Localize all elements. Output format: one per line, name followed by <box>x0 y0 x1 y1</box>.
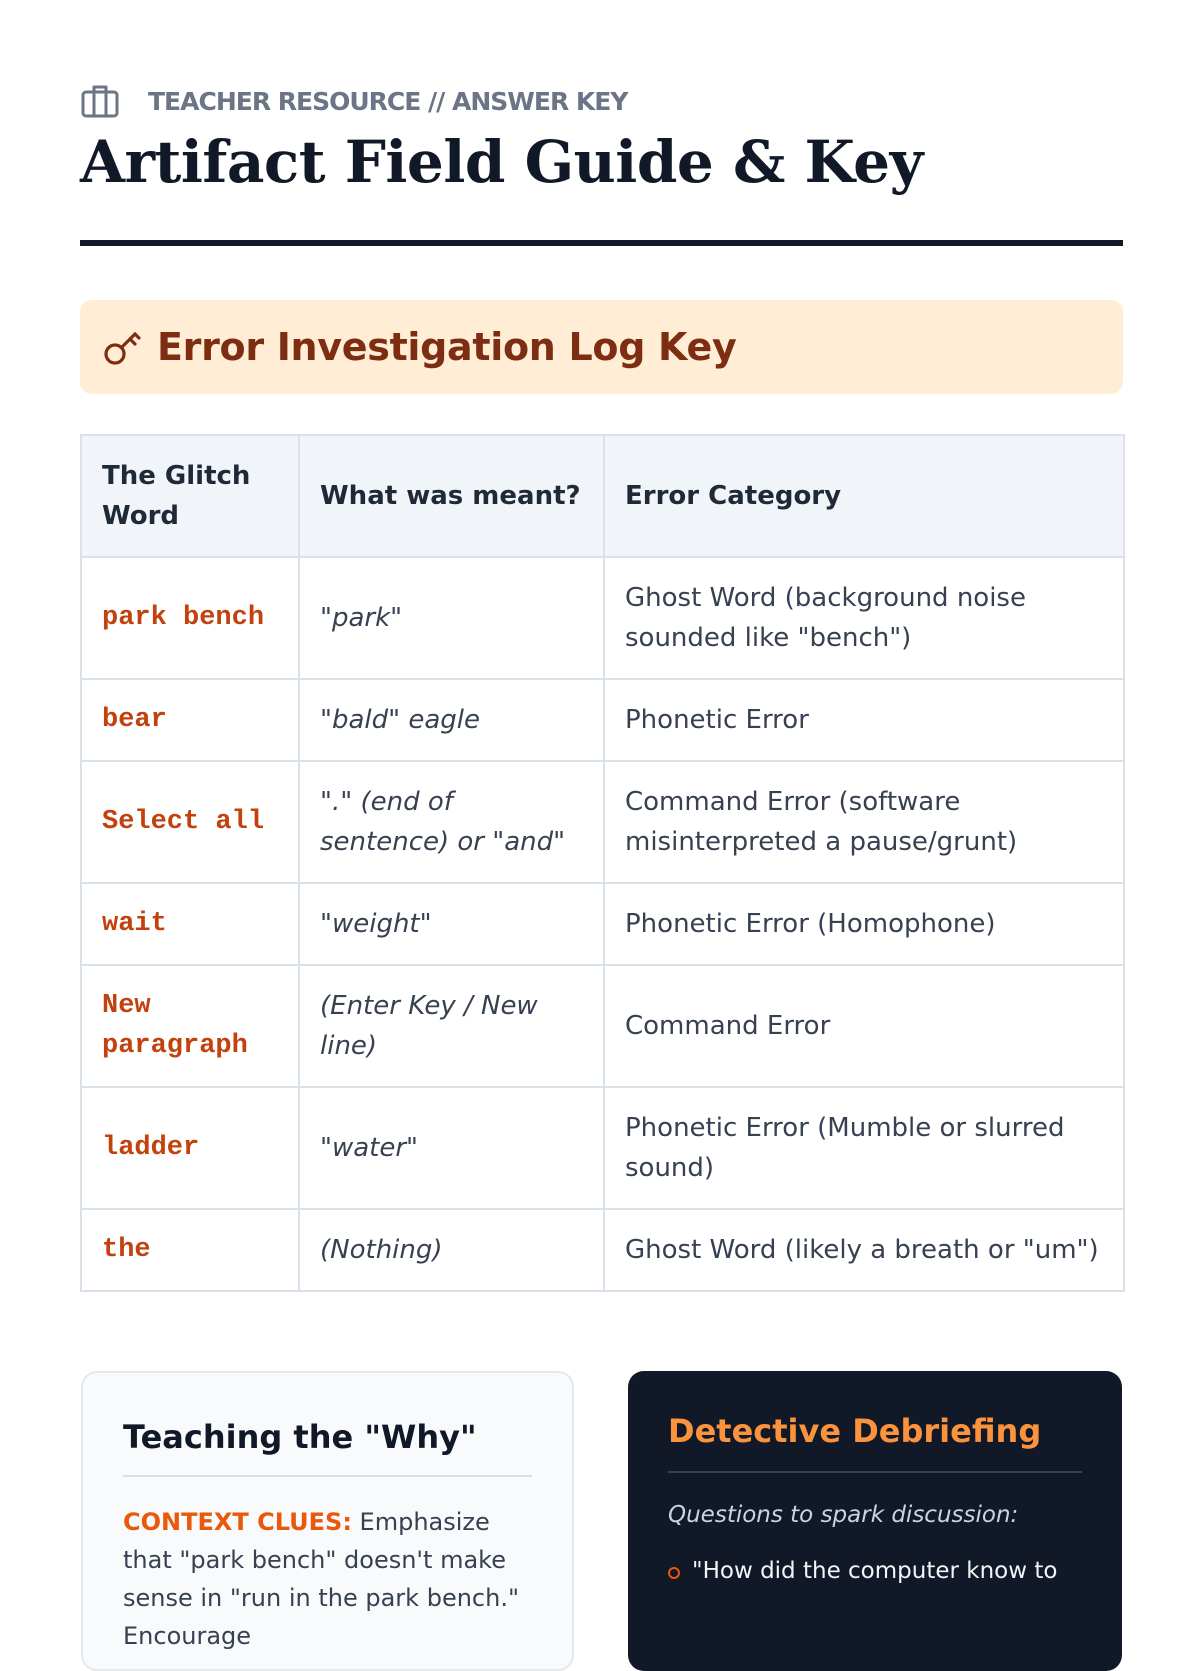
meant-word: "." (end of sentence) or "and" <box>299 761 604 883</box>
glitch-word: wait <box>81 883 299 965</box>
glitch-word: park bench <box>81 557 299 679</box>
table-row <box>81 883 1124 965</box>
section-banner <box>80 300 1123 394</box>
page-title: Artifact Field Guide & Key <box>80 128 923 196</box>
table-row <box>81 679 1124 761</box>
error-key-table <box>80 434 1125 1292</box>
debriefing-questions <box>668 1553 1082 1589</box>
detective-debriefing-card <box>628 1371 1122 1671</box>
section-title: Error Investigation Log Key <box>157 325 737 369</box>
context-clues-text: Emphasize that "park bench" doesn't make sense in "run in the park bench." Encourage <box>123 1508 519 1650</box>
teaching-why-card <box>81 1371 574 1671</box>
error-category: Ghost Word (likely a breath or "um") <box>604 1209 1124 1291</box>
column-header-category: Error Category <box>604 435 1124 557</box>
circle-bullet-icon <box>668 1567 680 1579</box>
meant-word: "park" <box>299 557 604 679</box>
column-header-glitch: The Glitch Word <box>81 435 299 557</box>
glitch-word: New paragraph <box>81 965 299 1087</box>
teaching-why-title: Teaching the "Why" <box>123 1418 477 1456</box>
glitch-word: ladder <box>81 1087 299 1209</box>
context-clues-label: CONTEXT CLUES: <box>123 1508 352 1536</box>
meant-word: (Nothing) <box>299 1209 604 1291</box>
card-divider <box>668 1471 1082 1473</box>
table-row <box>81 1087 1124 1209</box>
title-divider <box>80 240 1123 246</box>
error-category: Command Error (software misinterpreted a pause/grunt) <box>604 761 1124 883</box>
glitch-word: Select all <box>81 761 299 883</box>
error-category: Phonetic Error (Mumble or slurred sound) <box>604 1087 1124 1209</box>
column-header-meant: What was meant? <box>299 435 604 557</box>
question-text: "How did the computer know to <box>692 1558 1058 1584</box>
briefcase-icon <box>81 84 119 118</box>
debriefing-title: Detective Debriefing <box>668 1412 1042 1450</box>
table-row <box>81 1209 1124 1291</box>
eyebrow <box>81 84 627 118</box>
error-category: Phonetic Error (Homophone) <box>604 883 1124 965</box>
glitch-word: bear <box>81 679 299 761</box>
key-icon <box>101 326 143 368</box>
teaching-why-body <box>123 1503 532 1655</box>
meant-word: "weight" <box>299 883 604 965</box>
table-row <box>81 761 1124 883</box>
table-row <box>81 965 1124 1087</box>
error-category: Phonetic Error <box>604 679 1124 761</box>
table-header-row <box>81 435 1124 557</box>
table-row <box>81 557 1124 679</box>
eyebrow-label: TEACHER RESOURCE // ANSWER KEY <box>148 86 628 116</box>
debriefing-intro: Questions to spark discussion: <box>668 1502 1019 1528</box>
meant-word: "bald" eagle <box>299 679 604 761</box>
error-category: Ghost Word (background noise sounded like "bench") <box>604 557 1124 679</box>
card-divider <box>123 1475 532 1477</box>
meant-word: "water" <box>299 1087 604 1209</box>
error-category: Command Error <box>604 965 1124 1087</box>
meant-word: (Enter Key / New line) <box>299 965 604 1087</box>
list-item <box>668 1553 1082 1589</box>
glitch-word: the <box>81 1209 299 1291</box>
